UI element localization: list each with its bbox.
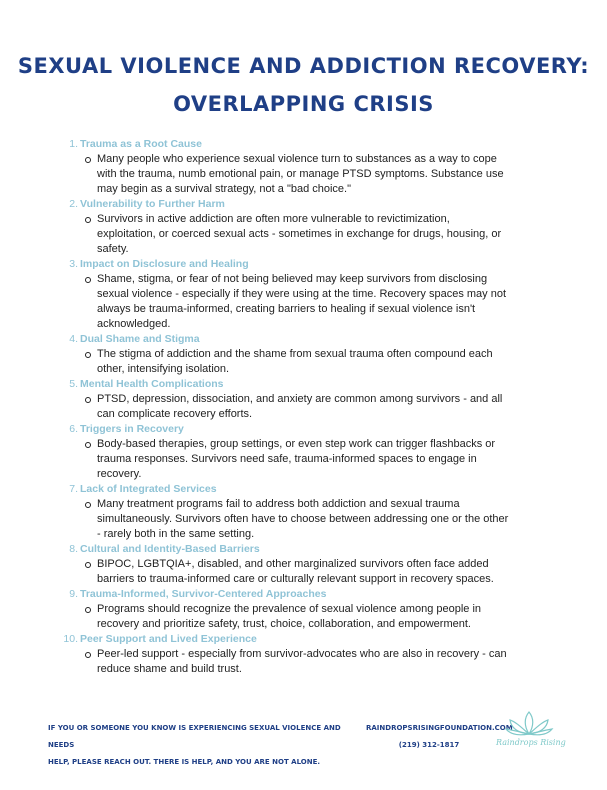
list-item-description	[60, 647, 560, 677]
bullet-icon	[85, 562, 91, 568]
list-item	[60, 422, 560, 482]
list-item	[60, 137, 560, 197]
description-line: Survivors in active addiction are often more vulnerable to revictimization,	[97, 213, 450, 225]
list-item	[60, 632, 560, 677]
bullet-icon	[85, 157, 91, 163]
description-line: Shame, stigma, or fear of not being believed may keep survivors from disclosing	[97, 273, 488, 285]
list-item	[60, 197, 560, 257]
page-title-line-1: SEXUAL VIOLENCE AND ADDICTION RECOVERY:	[17, 54, 590, 78]
list-item-heading-text: Triggers in Recovery	[80, 423, 184, 435]
list-item-number: 5.	[69, 378, 78, 390]
list-item-number: 7.	[69, 483, 78, 495]
logo-wordmark: Raindrops Rising	[496, 738, 566, 747]
description-line: other, intensifying isolation.	[97, 363, 230, 375]
description-line: exploitation, or coerced sexual acts - sometimes in exchange for drugs, housing, or	[97, 228, 502, 240]
description-line: PTSD, depression, dissociation, and anxiety are common among survivors - and all	[97, 393, 503, 405]
description-line: may begin as a survival strategy, not a "bad choice."	[97, 183, 352, 195]
list-item-heading	[60, 542, 560, 557]
list-item-number: 6.	[69, 423, 78, 435]
list-item-description	[60, 152, 560, 197]
bullet-icon	[85, 352, 91, 358]
description-line: The stigma of addiction and the shame from sexual trauma often compound each	[97, 348, 493, 360]
list-item-description	[60, 602, 560, 632]
list-item-description	[60, 437, 560, 482]
bullet-icon	[85, 607, 91, 613]
list-item-number: 4.	[69, 333, 78, 345]
list-item-number: 8.	[69, 543, 78, 555]
bullet-icon	[85, 397, 91, 403]
list-item-heading	[60, 632, 560, 647]
description-line: can complicate recovery efforts.	[97, 408, 253, 420]
list-item-heading-text: Trauma-Informed, Survivor-Centered Approaches	[80, 588, 327, 600]
description-line: sexual violence - especially if they were using at the time. Recovery spaces may not	[97, 288, 507, 300]
list-item-heading-text: Dual Shame and Stigma	[80, 333, 200, 345]
list-item-description	[60, 557, 560, 587]
list-item-number: 10.	[63, 633, 78, 645]
footer-contact	[366, 720, 513, 754]
footer-help-message-line-1: IF YOU OR SOMEONE YOU KNOW IS EXPERIENCING SEXUAL VIOLENCE AND NEEDS	[48, 724, 341, 749]
list-item-heading	[60, 197, 560, 212]
list-item	[60, 377, 560, 422]
description-line: recovery and prioritize safety, trust, choice, collaboration, and empowerment.	[97, 618, 471, 630]
list-item-description	[60, 392, 560, 422]
footer-phone: (219) 312-1817	[398, 741, 460, 749]
list-item-heading	[60, 257, 560, 272]
list-item	[60, 587, 560, 632]
description-line: Peer-led support - especially from survivor-advocates who are also in recovery - can	[97, 648, 507, 660]
lotus-logo-icon	[496, 708, 566, 754]
list-item-heading-text: Vulnerability to Further Harm	[80, 198, 225, 210]
bullet-icon	[85, 502, 91, 508]
description-line: Body-based therapies, group settings, or even step work can trigger flashbacks or	[97, 438, 496, 450]
list-item-number: 2.	[69, 198, 78, 210]
list-item-heading	[60, 377, 560, 392]
description-line: Many people who experience sexual violence turn to substances as a way to cope	[97, 153, 497, 165]
numbered-list	[60, 137, 560, 677]
description-line: simultaneously. Survivors often have to choose between addressing one or the other	[97, 513, 509, 525]
description-line: reduce shame and build trust.	[97, 663, 242, 675]
description-line: trauma responses. Survivors need safe, trauma-informed spaces to engage in	[97, 453, 477, 465]
bullet-icon	[85, 442, 91, 448]
description-line: Programs should recognize the prevalence of sexual violence among people in	[97, 603, 482, 615]
description-line: always be trauma-informed, creating barriers to healing if sexual violence isn't	[97, 303, 476, 315]
list-item-description	[60, 497, 560, 542]
description-line: recovery.	[97, 468, 142, 480]
list-item-heading	[60, 137, 560, 152]
list-item-heading-text: Trauma as a Root Cause	[80, 138, 202, 150]
list-item-description	[60, 347, 560, 377]
list-item	[60, 482, 560, 542]
list-item-description	[60, 212, 560, 257]
page-title-line-2: OVERLAPPING CRISIS	[173, 92, 434, 116]
list-item	[60, 332, 560, 377]
list-item-heading-text: Impact on Disclosure and Healing	[80, 258, 249, 270]
bullet-icon	[85, 277, 91, 283]
list-item-number: 3.	[69, 258, 78, 270]
description-line: safety.	[97, 243, 129, 255]
description-line: acknowledged.	[97, 318, 171, 330]
list-item-heading	[60, 422, 560, 437]
bullet-icon	[85, 217, 91, 223]
description-line: Many treatment programs fail to address both addiction and sexual trauma	[97, 498, 460, 510]
list-item-number: 1.	[69, 138, 78, 150]
list-item	[60, 257, 560, 332]
footer-website-link[interactable]: RAINDROPSRISINGFOUNDATION.COM	[366, 724, 513, 732]
description-line: - rarely both in the same setting.	[97, 528, 255, 540]
list-item-heading-text: Lack of Integrated Services	[80, 483, 217, 495]
footer-help-message-line-2: HELP, PLEASE REACH OUT. THERE IS HELP, AND YOU ARE NOT ALONE.	[48, 758, 321, 766]
description-line: barriers to trauma-informed care or culturally relevant support in recovery spaces.	[97, 573, 494, 585]
description-line: with the trauma, numb emotional pain, or manage PTSD symptoms. Substance use	[97, 168, 504, 180]
description-line: BIPOC, LGBTQIA+, disabled, and other marginalized survivors often face added	[97, 558, 489, 570]
list-item-heading-text: Mental Health Complications	[80, 378, 224, 390]
list-item-heading	[60, 587, 560, 602]
list-item-description	[60, 272, 560, 332]
list-item-heading-text: Cultural and Identity-Based Barriers	[80, 543, 260, 555]
bullet-icon	[85, 652, 91, 658]
list-item-number: 9.	[69, 588, 78, 600]
list-item-heading-text: Peer Support and Lived Experience	[80, 633, 257, 645]
footer-help-message	[48, 720, 348, 771]
list-item-heading	[60, 482, 560, 497]
list-item-heading	[60, 332, 560, 347]
list-item	[60, 542, 560, 587]
